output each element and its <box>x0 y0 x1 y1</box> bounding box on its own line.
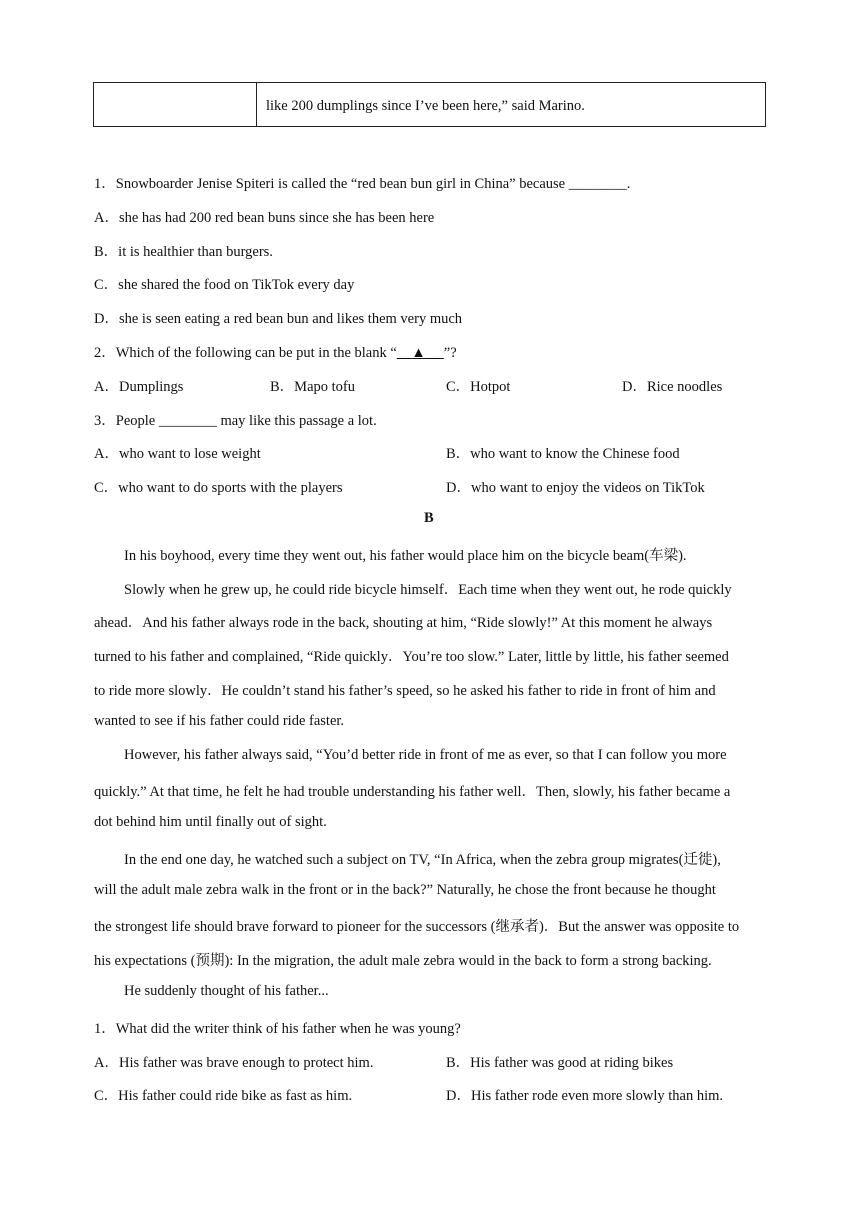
question-b1-option-c: C．His father could ride bike as fast as him. <box>94 1088 353 1104</box>
question-2-stem <box>94 341 457 362</box>
passage-line: dot behind him until finally out of sight. <box>94 814 327 830</box>
passage-line: turned to his father and complained, “Ride quickly．You’re too slow.” Later, little by little, his father seemed <box>94 649 729 665</box>
question-3-option-c: C．who want to do sports with the players <box>94 480 343 496</box>
table-column-divider <box>256 83 257 126</box>
passage-line: ahead．And his father always rode in the back, shouting at him, “Ride slowly!” At this moment he always <box>94 615 713 631</box>
question-b1-stem: 1．What did the writer think of his father when he was young? <box>94 1021 461 1037</box>
question-2-option-b: B．Mapo tofu <box>270 379 355 395</box>
table-cell-text: like 200 dumplings since I’ve been here,” said Marino. <box>266 98 585 114</box>
passage-line: In his boyhood, every time they went out, his father would place him on the bicycle beam(车梁). <box>124 548 687 564</box>
passage-line: to ride more slowly．He couldn’t stand his father’s speed, so he asked his father to ride in front of him and <box>94 683 716 699</box>
question-3-option-b: B．who want to know the Chinese food <box>446 446 680 462</box>
passage-line: Slowly when he grew up, he could ride bicycle himself．Each time when they went out, he rode quickly <box>124 582 732 598</box>
question-2-stem-suffix: ”? <box>443 345 457 361</box>
passage-line: wanted to see if his father could ride faster. <box>94 713 345 729</box>
question-1-option-b: B．it is healthier than burgers. <box>94 244 273 260</box>
question-1-option-a: A．she has had 200 red bean buns since she has been here <box>94 210 435 226</box>
question-1-option-c: C．she shared the food on TikTok every day <box>94 277 355 293</box>
passage-line: quickly.” At that time, he felt he had trouble understanding his father well．Then, slowly, his father became a <box>94 784 731 800</box>
question-1-stem: 1．Snowboarder Jenise Spiteri is called the “red bean bun girl in China” because ________. <box>94 176 631 192</box>
question-b1-option-d: D．His father rode even more slowly than him. <box>446 1088 724 1104</box>
passage-line: will the adult male zebra walk in the front or in the back?” Naturally, he chose the front because he thought <box>94 882 716 898</box>
passage-line: the strongest life should brave forward to pioneer for the successors (继承者)．But the answer was opposite to <box>94 919 740 935</box>
passage-line: However, his father always said, “You’d better ride in front of me as ever, so that I can follow you more <box>124 747 727 763</box>
question-3-stem: 3．People ________ may like this passage a lot. <box>94 413 377 429</box>
passage-line: He suddenly thought of his father... <box>124 983 329 999</box>
passage-table <box>93 82 766 127</box>
question-1-option-d: D．she is seen eating a red bean bun and likes them very much <box>94 311 463 327</box>
question-2-option-d: D．Rice noodles <box>622 379 723 395</box>
question-2-option-a: A．Dumplings <box>94 379 184 395</box>
question-2-blank <box>397 345 444 361</box>
question-2-option-c: C．Hotpot <box>446 379 511 395</box>
question-2-stem-prefix: 2．Which of the following can be put in the blank “ <box>94 345 397 361</box>
question-b1-option-a: A．His father was brave enough to protect him. <box>94 1055 374 1071</box>
triangle-icon: ▲ <box>411 345 426 361</box>
question-3-option-d: D．who want to enjoy the videos on TikTok <box>446 480 705 496</box>
passage-line: In the end one day, he watched such a subject on TV, “In Africa, when the zebra group migrates(迁徙), <box>124 852 721 868</box>
question-3-option-a: A．who want to lose weight <box>94 446 261 462</box>
question-b1-option-b: B．His father was good at riding bikes <box>446 1055 674 1071</box>
passage-line: his expectations (预期): In the migration, the adult male zebra would in the back to form a strong backing. <box>94 953 712 969</box>
section-b-heading: B <box>424 510 434 526</box>
